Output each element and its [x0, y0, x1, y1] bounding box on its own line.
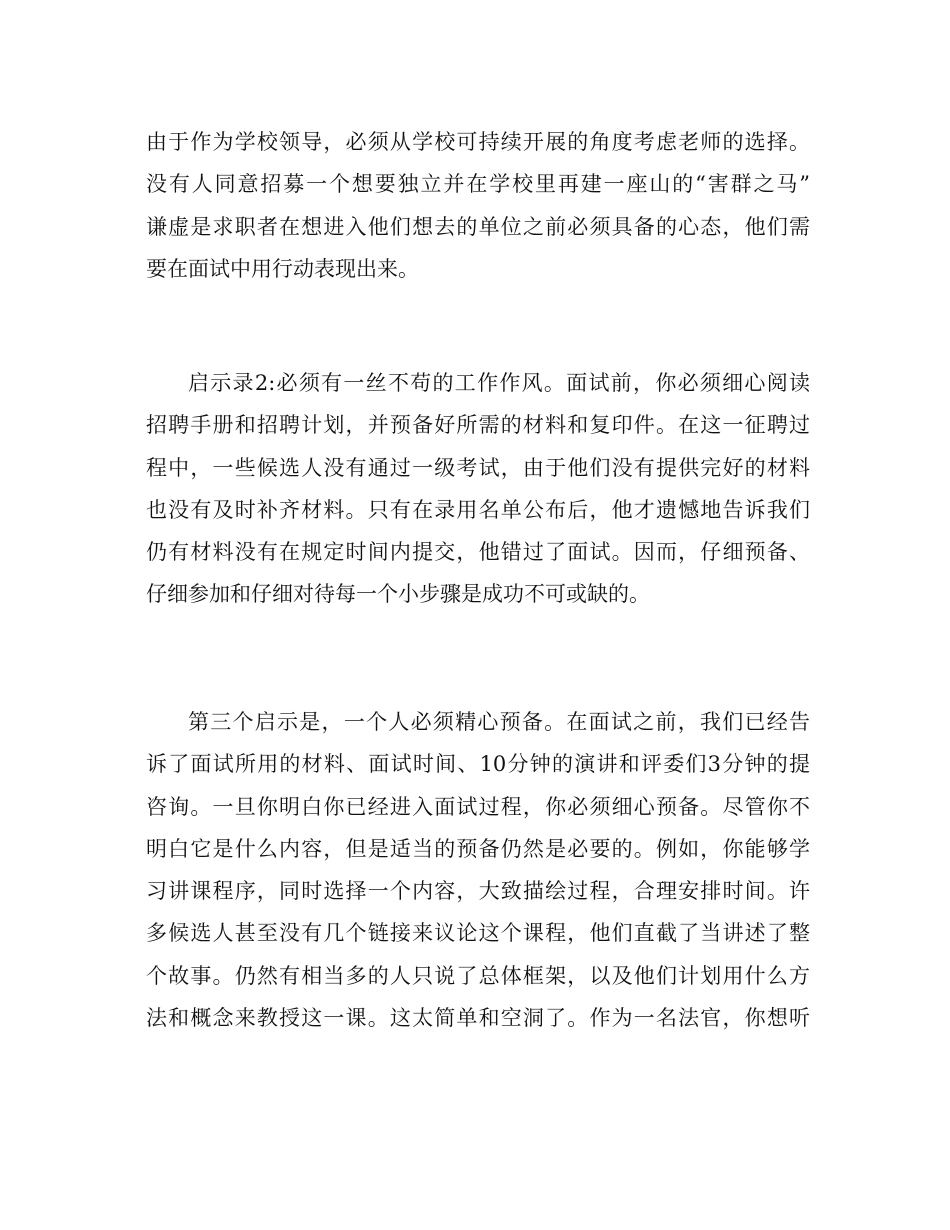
paragraph-line: 个故事。仍然有相当多的人只说了总体框架，以及他们计划用什么方	[146, 963, 810, 988]
paragraph-line: 多候选人甚至没有几个链接来议论这个课程，他们直截了当讲述了整	[146, 921, 810, 946]
paragraph-line: 仍有材料没有在规定时间内提交，他错过了面试。因而，仔细预备、	[146, 540, 810, 565]
paragraph-line: 仔细参加和仔细对待每一个小步骤是成功不可或缺的。	[146, 582, 650, 607]
paragraph-line: 咨询。一旦你明白你已经进入面试过程，你必须细心预备。尽管你不	[146, 794, 810, 819]
paragraph-line: 谦虚是求职者在想进入他们想去的单位之前必须具备的心态，他们需	[146, 214, 810, 239]
paragraph-1	[146, 121, 810, 290]
paragraph-line: 启示录2:必须有一丝不苟的工作作风。面试前，你必须细心阅读	[188, 371, 810, 395]
paragraph-line: 没有人同意招募一个想要独立并在学校里再建一座山的“害群之马”	[146, 172, 810, 197]
paragraph-line: 由于作为学校领导，必须从学校可持续开展的角度考虑老师的选择。	[146, 130, 810, 154]
paragraph-line: 明白它是什么内容，但是适当的预备仍然是必要的。例如，你能够学	[146, 836, 810, 861]
paragraph-3	[146, 701, 810, 1039]
paragraph-2	[146, 362, 810, 616]
paragraph-line: 法和概念来教授这一课。这太简单和空洞了。作为一名法官，你想听	[146, 1006, 810, 1031]
paragraph-line: 习讲课程序，同时选择一个内容，大致描绘过程，合理安排时间。许	[146, 879, 810, 904]
paragraph-line: 也没有及时补齐材料。只有在录用名单公布后，他才遗憾地告诉我们	[146, 497, 810, 522]
paragraph-line: 招聘手册和招聘计划，并预备好所需的材料和复印件。在这一征聘过	[146, 413, 810, 438]
paragraph-line: 程中，一些候选人没有通过一级考试，由于他们没有提供完好的材料	[146, 455, 810, 480]
paragraph-line: 诉了面试所用的材料、面试时间、10分钟的演讲和评委们3分钟的提	[146, 752, 810, 777]
paragraph-line: 第三个启示是，一个人必须精心预备。在面试之前，我们已经告	[188, 710, 810, 734]
paragraph-line: 要在面试中用行动表现出来。	[146, 256, 419, 281]
